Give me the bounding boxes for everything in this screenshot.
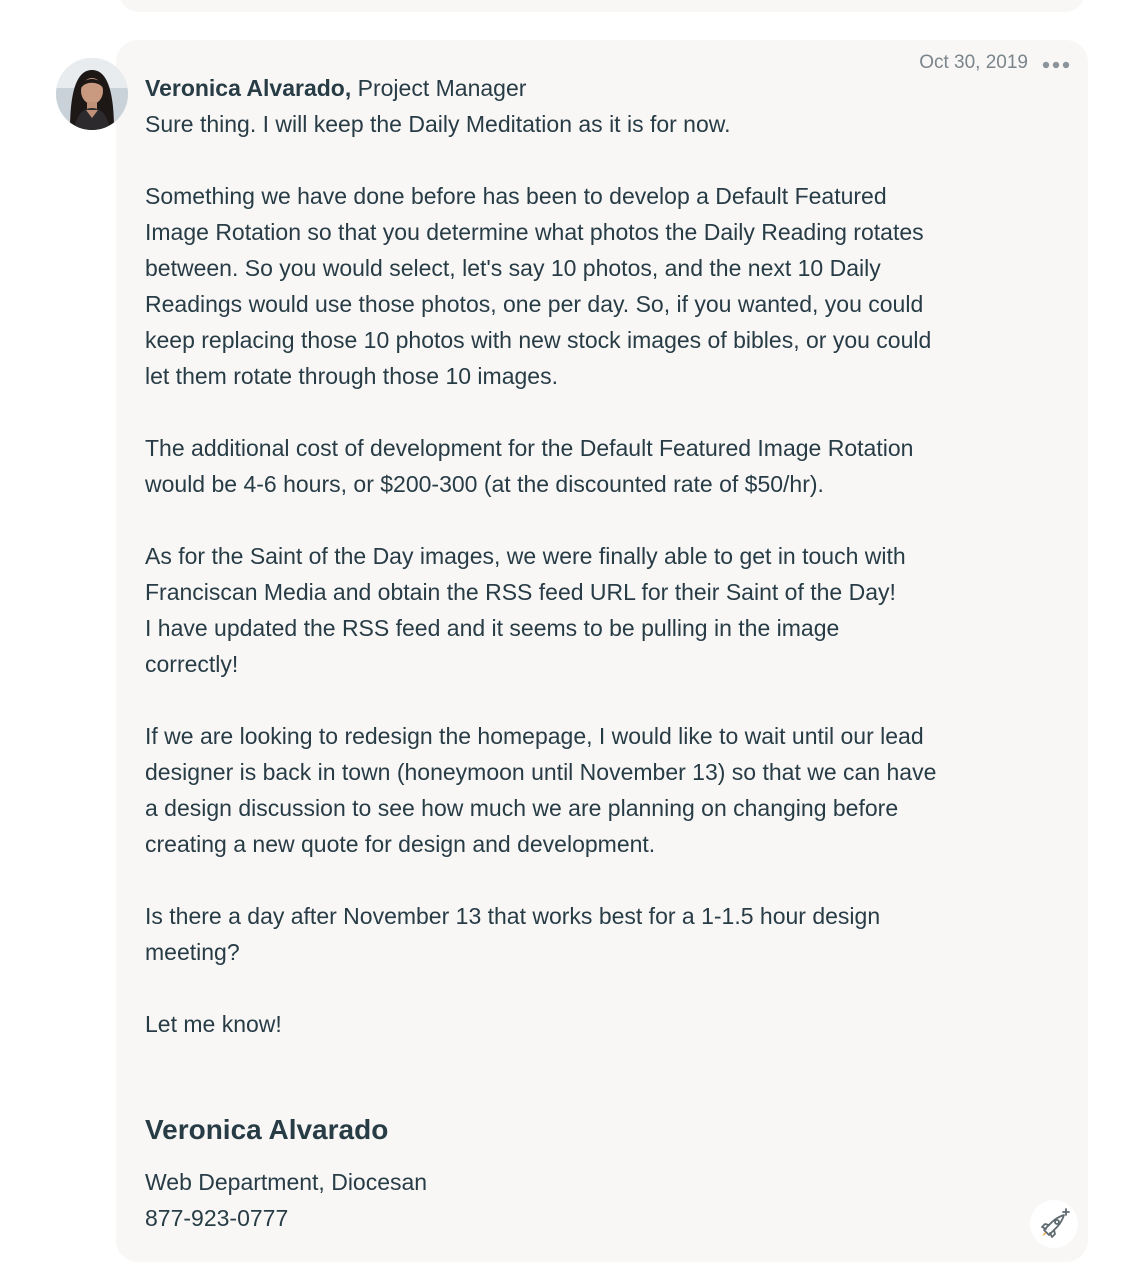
signature-department: Web Department, Diocesan (145, 1169, 428, 1195)
signature-block (145, 1108, 945, 1236)
message-paragraph: The additional cost of development for the Default Featured Image Rotation would be 4-6 hours, or $200-300 (at the discounted rate of $50/hr). (145, 435, 914, 497)
signature-phone: 877-923-0777 (145, 1205, 289, 1231)
avatar-photo (56, 58, 128, 130)
author-role: Project Manager (357, 75, 527, 101)
rocket-boost-icon (1030, 1200, 1078, 1248)
signature-name: Veronica Alvarado (145, 1114, 389, 1145)
message-paragraph: Let me know! (145, 1011, 282, 1037)
message-paragraph: If we are looking to redesign the homepage, I would like to wait until our lead designer is back in town (honeymoon until November 13) so that we can have a design discussion to see how much we are planning on changing before creating a new quote for design and development. (145, 723, 937, 857)
message-paragraph: Something we have done before has been to develop a Default Featured Image Rotation so that you determine what photos the Daily Reading rotates between. So you would select, let's say 10 photos, and the next 10 Daily Readings would use those photos, one per day. So, if you wanted, you could keep replacing those 10 photos with new stock images of bibles, or you could let them rotate through those 10 images. (145, 183, 932, 389)
message-date: Oct 30, 2019 (919, 52, 1028, 73)
previous-message-card (118, 0, 1086, 12)
avatar[interactable] (56, 58, 128, 130)
author-line (145, 70, 1045, 106)
boost-button[interactable] (1030, 1200, 1078, 1248)
message-paragraph: As for the Saint of the Day images, we were finally able to get in touch with Franciscan Media and obtain the RSS feed URL for their Saint of the Day! I have updated the RSS feed and it seems to be pulling in the image correctly! (145, 543, 906, 677)
ellipsis-icon[interactable] (1040, 56, 1074, 74)
message-body (145, 70, 1045, 1042)
author-name[interactable]: Veronica Alvarado, (145, 75, 352, 101)
message-paragraph: Sure thing. I will keep the Daily Meditation as it is for now. (145, 111, 731, 137)
message-paragraph: Is there a day after November 13 that works best for a 1-1.5 hour design meeting? (145, 903, 881, 965)
